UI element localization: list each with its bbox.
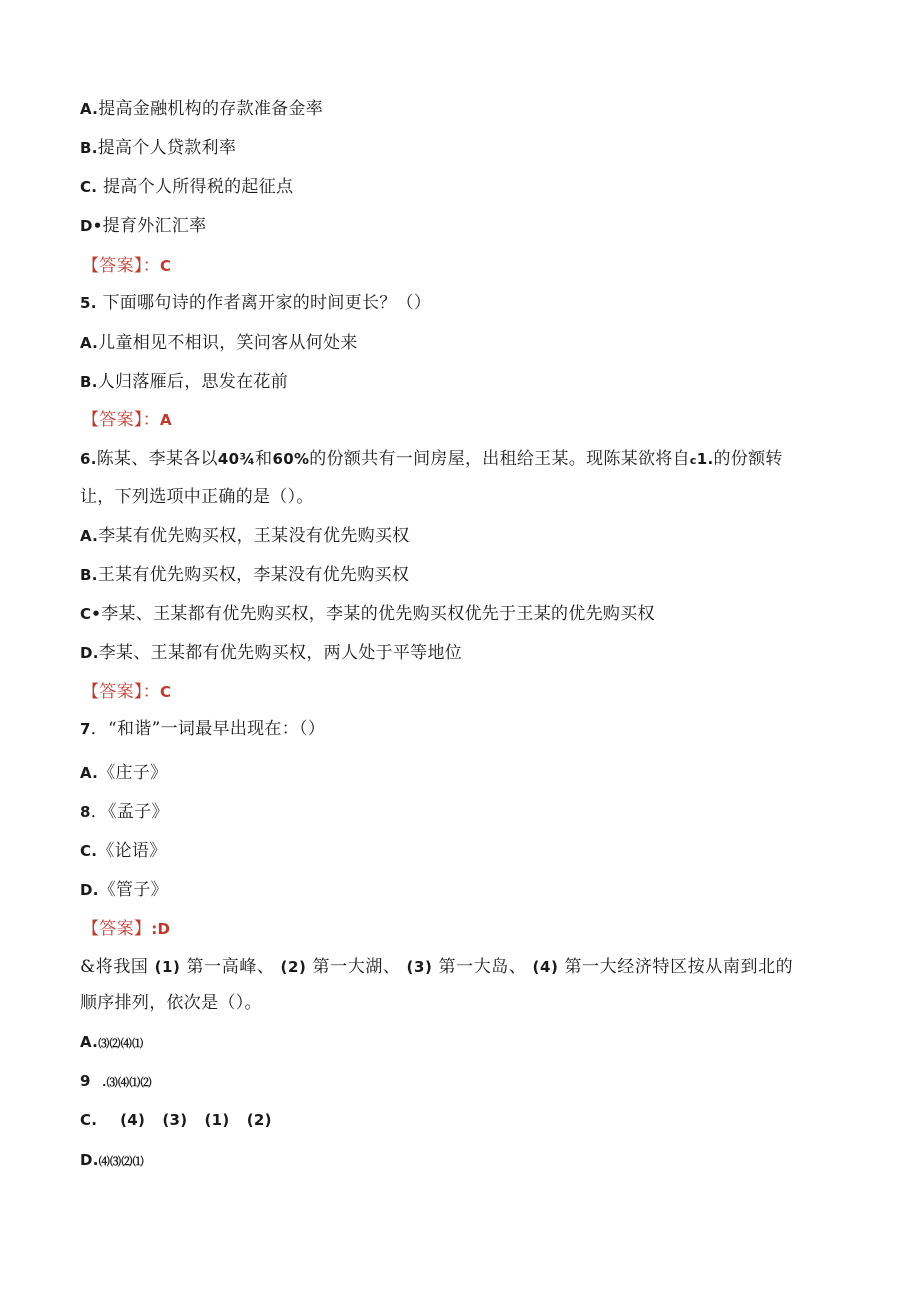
option-text: 《庄子》 bbox=[98, 763, 168, 783]
option-letter: B. bbox=[80, 139, 98, 157]
option-letter: C• bbox=[80, 605, 102, 623]
option-text: ⑷⑶⑵⑴ bbox=[98, 1155, 144, 1168]
q5-option-b bbox=[80, 371, 288, 393]
option-text: 提高金融机构的存款准备金率 bbox=[98, 99, 324, 119]
option-text: 《论语》 bbox=[97, 841, 167, 861]
option-letter: B. bbox=[80, 373, 98, 391]
percentage-2: 60% bbox=[272, 450, 310, 468]
q7-answer bbox=[82, 918, 170, 940]
q6-answer bbox=[82, 681, 171, 703]
item-number: (1) bbox=[154, 958, 181, 976]
q5-answer bbox=[82, 409, 172, 431]
answer-value: A bbox=[160, 411, 172, 429]
item-number: (2) bbox=[280, 958, 307, 976]
q7-option-b bbox=[80, 801, 169, 823]
q8-stem-line1 bbox=[80, 956, 793, 978]
item-number: (3) bbox=[406, 958, 433, 976]
question-text: 第一大经济特区按从南到北的 bbox=[564, 957, 794, 977]
answer-value: :D bbox=[151, 920, 171, 938]
ocr-glitch: c bbox=[689, 454, 697, 467]
option-letter: A. bbox=[80, 527, 99, 545]
q7-option-c bbox=[80, 840, 167, 862]
option-letter: C. bbox=[80, 178, 98, 196]
question-text: 的份额共有一间房屋，出租给王某。现陈某欲将自 bbox=[309, 449, 690, 469]
option-text: 人归落雁后，思发在花前 bbox=[97, 372, 289, 392]
answer-label: 【答案】： bbox=[82, 256, 160, 276]
ocr-glitch: 1. bbox=[696, 450, 714, 468]
option-letter: A. bbox=[80, 100, 99, 118]
q8-stem-line2 bbox=[80, 992, 262, 1014]
q8-option-c bbox=[80, 1109, 272, 1131]
question-text: 顺序排列，依次是（）。 bbox=[80, 993, 262, 1013]
question-text: 第一高峰、 bbox=[186, 957, 275, 977]
option-text: 提育外汇汇率 bbox=[102, 216, 207, 236]
option-letter: D. bbox=[80, 881, 99, 899]
q4-option-b bbox=[80, 137, 236, 159]
option-text: 儿童相见不相识，笑问客从何处来 bbox=[98, 333, 358, 353]
q4-answer bbox=[82, 255, 171, 277]
q8-option-b bbox=[80, 1070, 152, 1094]
q8-option-a bbox=[80, 1031, 143, 1055]
answer-value: C bbox=[160, 257, 172, 275]
q6-stem-line1 bbox=[80, 448, 783, 472]
option-letter: B. bbox=[80, 566, 98, 584]
answer-label: 【答案】： bbox=[82, 682, 160, 702]
option-text: 提高个人所得税的起征点 bbox=[97, 177, 294, 197]
option-text: ⑶⑵⑷⑴ bbox=[98, 1037, 144, 1050]
question-text: 下面哪句诗的作者离开家的时间更长？（） bbox=[96, 293, 432, 313]
question-text: 和 bbox=[255, 449, 273, 469]
answer-value: C bbox=[160, 683, 172, 701]
question-text: 第一大湖、 bbox=[312, 957, 401, 977]
option-item: (1) bbox=[204, 1111, 230, 1129]
option-text: 提高个人贷款利率 bbox=[97, 138, 237, 158]
q5-stem bbox=[80, 292, 431, 314]
option-letter: 9 bbox=[80, 1072, 91, 1090]
option-text: 李某、王某都有优先购买权，两人处于平等地位 bbox=[98, 643, 463, 663]
question-text: 让，下列选项中正确的是（）。 bbox=[80, 487, 314, 507]
option-letter: A. bbox=[80, 334, 99, 352]
q6-option-b bbox=[80, 564, 409, 586]
question-number: 6. bbox=[80, 450, 97, 468]
percentage-1: 40¾ bbox=[217, 450, 256, 468]
option-text: 李某、王某都有优先购买权，李某的优先购买权优先于王某的优先购买权 bbox=[101, 604, 655, 624]
option-text: 李某有优先购买权，王某没有优先购买权 bbox=[98, 526, 410, 546]
q6-option-a bbox=[80, 525, 410, 547]
q7-stem bbox=[80, 718, 325, 740]
option-item: (4) bbox=[120, 1111, 146, 1129]
option-letter: A. bbox=[80, 1033, 99, 1051]
q6-stem-line2 bbox=[80, 486, 314, 508]
question-text: 陈某、李某各以 bbox=[96, 449, 218, 469]
option-letter: D. bbox=[80, 644, 99, 662]
answer-label: 【答案】 bbox=[82, 919, 152, 939]
question-text: 第一大岛、 bbox=[438, 957, 527, 977]
question-text: &将我国 bbox=[80, 957, 149, 977]
option-text: .⑶⑷⑴⑵ bbox=[102, 1076, 152, 1089]
item-number: (4) bbox=[532, 958, 559, 976]
question-text: ．“和谐”一词最早出现在：（） bbox=[90, 719, 326, 739]
option-text: 《管子》 bbox=[98, 880, 168, 900]
question-number: 5. bbox=[80, 294, 97, 312]
option-item: (2) bbox=[246, 1111, 272, 1129]
option-item: (3) bbox=[162, 1111, 188, 1129]
option-text: ．《孟子》 bbox=[90, 802, 169, 822]
option-letter: C. bbox=[80, 1111, 98, 1129]
q4-option-d bbox=[80, 215, 206, 237]
option-letter: 8 bbox=[80, 803, 91, 821]
option-letter: D. bbox=[80, 1151, 99, 1169]
q5-option-a bbox=[80, 332, 358, 354]
question-text: 的份额转 bbox=[713, 449, 783, 469]
q7-option-d bbox=[80, 879, 168, 901]
q6-option-c bbox=[80, 603, 655, 625]
option-letter: D• bbox=[80, 217, 103, 235]
q4-option-a bbox=[80, 98, 323, 120]
question-number: 7 bbox=[80, 720, 91, 738]
q4-option-c bbox=[80, 176, 293, 198]
q7-option-a bbox=[80, 762, 167, 784]
q8-option-d bbox=[80, 1149, 144, 1173]
q6-option-d bbox=[80, 642, 462, 664]
option-letter: C. bbox=[80, 842, 98, 860]
option-letter: A. bbox=[80, 764, 99, 782]
option-text: 王某有优先购买权，李某没有优先购买权 bbox=[97, 565, 410, 585]
answer-label: 【答案】： bbox=[82, 410, 160, 430]
